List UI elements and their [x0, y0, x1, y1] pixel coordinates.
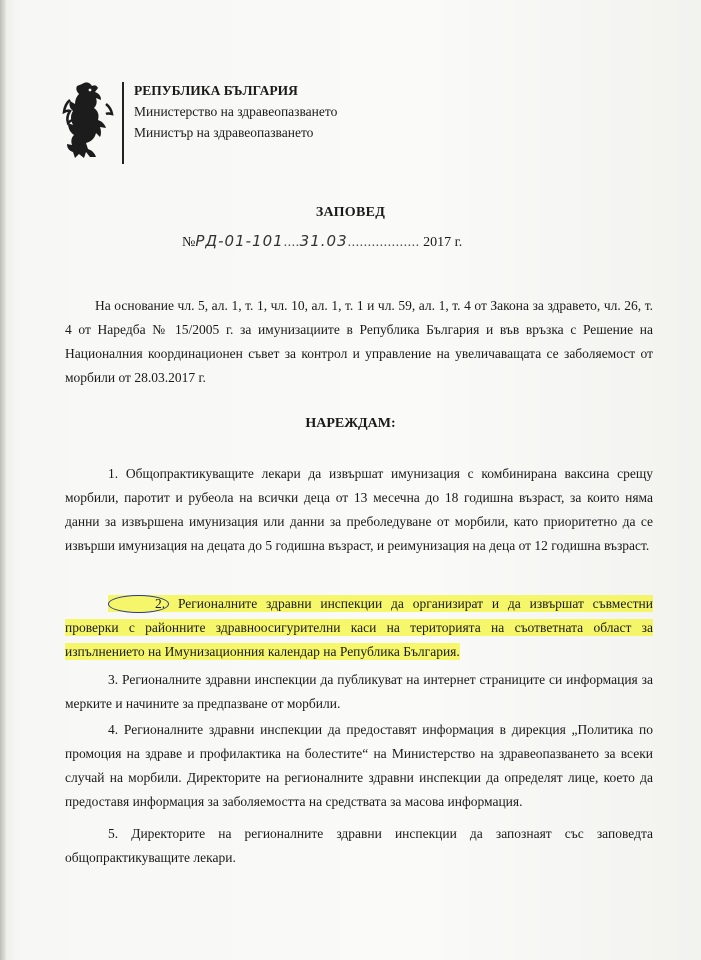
republic-name: РЕПУБЛИКА БЪЛГАРИЯ — [134, 83, 298, 98]
decree-item-2 — [65, 592, 653, 664]
order-title: ЗАПОВЕД — [315, 205, 386, 220]
order-year: 2017 г. — [423, 235, 463, 250]
decree-item-4 — [65, 718, 653, 814]
item-number: 1. — [108, 466, 119, 481]
decree-item-1 — [65, 462, 653, 558]
highlighted-item-text: Регионалните здравни инспекции да организират и да извършат съвместни проверки с районните здравноосигурителни каси на територията на съответната област за изпълнението на Имунизационния календар на Република България. — [65, 596, 654, 659]
handwritten-order-number: РД-01-101 — [195, 232, 284, 250]
item-text: Общопрактикуващите лекари да извършат имунизация с комбинирана ваксина срещу морбили, паротит и рубеола на всички деца от 13 месечна до 18 годишна възраст, за които няма данни за извършена имунизация или данни за преболедуване от морбили, като приоритетно да се извърши имунизация на децата до 5 годишна възраст, и реимунизация на деца от 12 годишна възраст. — [65, 466, 653, 553]
item-number: 4. — [108, 722, 119, 737]
letterhead — [134, 80, 337, 143]
minister-title: Министър на здравеопазването — [134, 125, 314, 140]
decree-item-3 — [65, 668, 653, 716]
ministry-name: Министерство на здравеопазването — [134, 104, 338, 119]
header-divider — [122, 82, 124, 164]
legal-basis-paragraph: На основание чл. 5, ал. 1, т. 1, чл. 10, ал. 1, т. 1 и чл. 59, ал. 1, т. 4 от Закона за здравето, чл. 26, т. 4 от Наредба № 15/2005 г. за имунизациите в Република България и във връзка с Решение на Националния координационен съвет за контрол и управление на увеличаващата се заболяемост от морбили от 28.03.2017 г. — [65, 298, 653, 385]
number-sign: № — [182, 235, 196, 250]
page-edge-shadow — [0, 0, 6, 960]
handwritten-order-date: 31.03 — [299, 232, 348, 250]
decree-heading: НАРЕЖДАМ: — [305, 416, 396, 431]
item-number: 3. — [108, 672, 119, 687]
decree-item-5 — [65, 822, 653, 870]
item-text: Регионалните здравни инспекции да предоставят информация в дирекция „Политика по промоция на здраве и профилактика на болестите“ на Министерство на здравеопазването за всеки случай на морбили. Директорите на регионалните здравни инспекции да определят лице, което да предоставя информация за заболяемостта на средствата за масова информация. — [65, 722, 654, 809]
circled-item-number: 2. — [108, 595, 169, 613]
order-number-line: №РД-01-101....31.03.................. 2017 г. — [182, 232, 463, 250]
item-text: Регионалните здравни инспекции да публикуват на интернет страниците си информация за мерките и начините за предпазване от морбили. — [65, 672, 653, 711]
item-text: Директорите на регионалните здравни инспекции да запознаят със заповедта общопрактикуващите лекари. — [65, 826, 654, 865]
item-number: 5. — [108, 826, 119, 841]
lion-crest-icon — [62, 80, 114, 162]
